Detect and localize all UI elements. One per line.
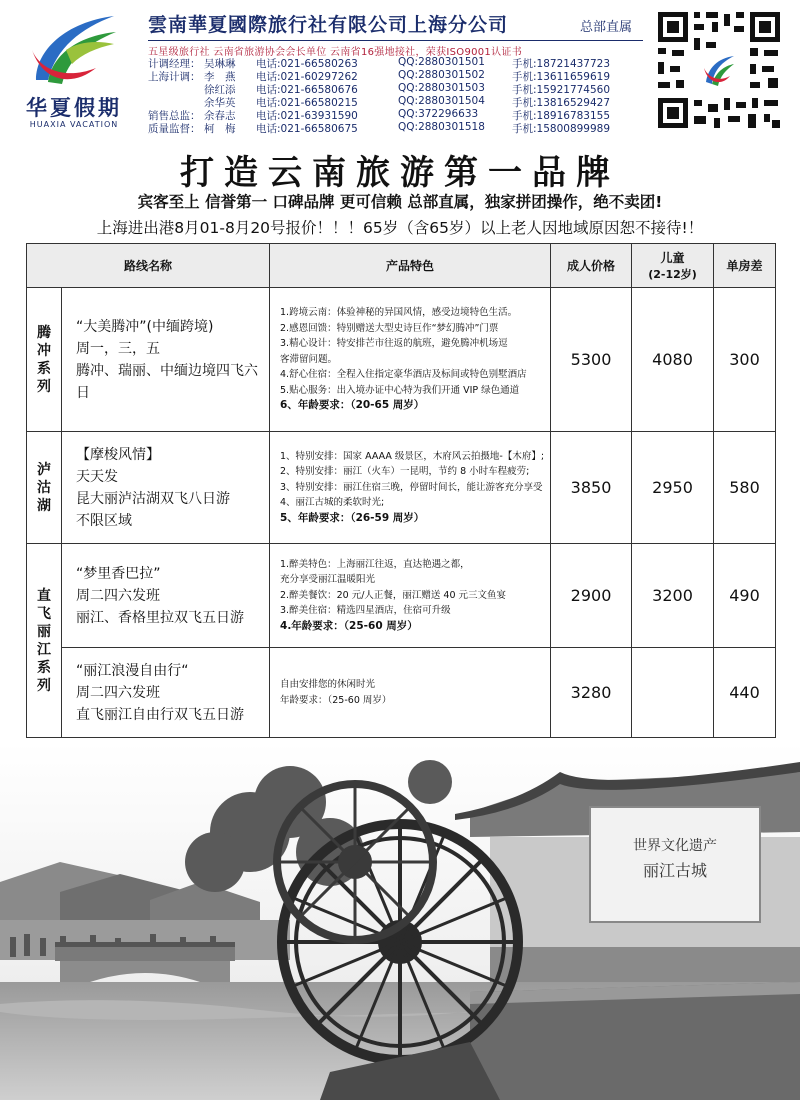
header-single-supplement: 单房差 xyxy=(714,244,776,288)
contact-name: 余春志 xyxy=(204,110,236,122)
contact-role: 销售总监： xyxy=(148,110,201,122)
contact-row xyxy=(148,95,648,108)
contact-row xyxy=(148,108,648,121)
route-name: 【摩梭风情】 天天发 昆大丽泸沽湖双飞八日游 不限区域 xyxy=(62,432,270,544)
company-title xyxy=(148,10,648,36)
header-child-age: (2-12岁) xyxy=(648,268,697,281)
adult-price: 3850 xyxy=(551,432,632,544)
table-row xyxy=(27,432,776,544)
price-table xyxy=(26,243,776,738)
contact-mobile: 手机:18721437723 xyxy=(512,58,611,70)
contact-qq: QQ:2880301518 xyxy=(398,121,485,133)
contact-phone: 电话:021-63931590 xyxy=(256,110,358,122)
header-features: 产品特色 xyxy=(270,244,551,288)
series-label: 泸沽湖 xyxy=(27,432,62,544)
adult-price: 3280 xyxy=(551,648,632,738)
adult-price: 2900 xyxy=(551,544,632,648)
logo-english-name: HUAXIA VACATION xyxy=(29,120,119,129)
contact-qq: QQ:372296633 xyxy=(398,108,479,120)
contact-phone: 电话:021-60297262 xyxy=(256,71,358,83)
header-route: 路线名称 xyxy=(27,244,270,288)
lijiang-water-wheel-photo xyxy=(0,742,800,1100)
contact-role: 上海计调： xyxy=(148,71,201,83)
contact-role: 质量监督： xyxy=(148,123,201,135)
contact-mobile: 手机:15921774560 xyxy=(512,84,611,96)
header xyxy=(0,0,800,140)
contact-row xyxy=(148,121,648,134)
product-features: 1.跨境云南：体验神秘的异国风情，感受边境特色生活。 2.感恩回馈：特别赠送大型史诗巨作“梦幻腾冲”门票 3.精心设计：特安排芒市往返的航班，避免腾冲机场逗 客滞留问题。 4.舒心住宿：全程入住指定豪华酒店及标间或特色别墅酒店 5.贴心服务：出入境办证中心特为我们开通 VIP 绿色通道 6、年龄要求：（20-65 周岁） xyxy=(270,288,551,432)
product-features: 自由安排您的休闲时光 年龄要求：（25-60 周岁） xyxy=(270,648,551,738)
company-tag: 总部直属 xyxy=(580,20,633,35)
company-name: 雲南華夏國際旅行社有限公司上海分公司 xyxy=(148,14,509,36)
sign-old-town: 丽江古城 xyxy=(642,861,708,880)
route-name: “梦里香巴拉” 周二四六发班 丽江、香格里拉双飞五日游 xyxy=(62,544,270,648)
contact-name: 吴琳琳 xyxy=(204,58,236,70)
child-price: 3200 xyxy=(632,544,714,648)
header-child-label: 儿童 xyxy=(660,251,685,265)
contact-name: 柯 梅 xyxy=(204,123,236,135)
contact-mobile: 手机:18916783155 xyxy=(512,110,611,122)
company-logo xyxy=(14,10,134,130)
contact-phone: 电话:021-66580263 xyxy=(256,58,358,70)
contact-phone: 电话:021-66580676 xyxy=(256,84,358,96)
contact-role: 计调经理： xyxy=(148,58,201,70)
single-supplement: 300 xyxy=(714,288,776,432)
route-name: “大美腾冲”(中缅跨境) 周一，三，五 腾冲、瑞丽、中缅边境四飞六日 xyxy=(62,288,270,432)
qr-code-icon[interactable] xyxy=(654,8,784,132)
contact-mobile: 手机:13816529427 xyxy=(512,97,611,109)
table-header-row xyxy=(27,244,776,288)
single-supplement: 440 xyxy=(714,648,776,738)
contact-qq: QQ:2880301502 xyxy=(398,69,485,81)
child-price xyxy=(632,648,714,738)
logo-chinese-name: 华夏假期 xyxy=(26,96,122,120)
single-supplement: 580 xyxy=(714,432,776,544)
child-price: 2950 xyxy=(632,432,714,544)
water-wheel-small xyxy=(277,784,433,940)
product-features: 1、特别安排：国家 AAAA 级景区，木府风云拍摄地-【木府】; 2、特别安排：丽江（火车）一昆明，节约 8 小时车程疲劳; 3、特别安排：丽江住宿三晚，停留时间长，能让游客充分享受 4、丽江古城的柔软时光; 5、年龄要求：（26-59 周岁） xyxy=(270,432,551,544)
adult-price: 5300 xyxy=(551,288,632,432)
series-label: 腾冲系列 xyxy=(27,288,62,432)
contact-mobile: 手机:13611659619 xyxy=(512,71,611,83)
table-row xyxy=(27,648,776,738)
contact-name: 李 燕 xyxy=(204,71,236,83)
contact-phone: 电话:021-66580215 xyxy=(256,97,358,109)
contact-name: 余华英 xyxy=(204,97,236,109)
series-label: 直飞丽江系列 xyxy=(27,544,62,738)
header-child-price xyxy=(632,244,714,288)
contact-mobile: 手机:15800899989 xyxy=(512,123,611,135)
logo-swoosh-icon xyxy=(26,10,122,90)
contact-row xyxy=(148,82,648,95)
contact-phone: 电话:021-66580675 xyxy=(256,123,358,135)
contact-qq: QQ:2880301501 xyxy=(398,56,485,68)
company-credentials: 五星级旅行社 云南省旅游协会会长单位 云南省16强地接社，荣获ISO9001认证书 xyxy=(148,40,643,58)
child-price: 4080 xyxy=(632,288,714,432)
header-adult-price: 成人价格 xyxy=(551,244,632,288)
brand-tagline: 宾客至上 信誉第一 口碑品牌 更可信赖 总部直属，独家拼团操作，绝不卖团! xyxy=(137,193,663,211)
water-wheel-large xyxy=(282,824,518,1060)
contact-name: 徐红添 xyxy=(204,84,236,96)
product-features: 1.醉美特色：上海丽江往返，直达艳遇之都， 充分享受丽江温暖阳光 2.醉美餐饮：20 元/人正餐，丽江赠送 40 元三文鱼宴 3.醉美住宿：精选四星酒店，住宿可升级 4.年龄要求：（25-60 周岁） xyxy=(270,544,551,648)
table-row xyxy=(27,288,776,432)
single-supplement: 490 xyxy=(714,544,776,648)
contact-row xyxy=(148,56,648,69)
contact-qq: QQ:2880301504 xyxy=(398,95,485,107)
page-headline: 打造云南旅游第一品牌 xyxy=(180,153,620,193)
contact-list xyxy=(148,56,648,134)
route-name: “丽江浪漫自由行“ 周二四六发班 直飞丽江自由行双飞五日游 xyxy=(62,648,270,738)
contact-qq: QQ:2880301503 xyxy=(398,82,485,94)
table-row xyxy=(27,544,776,648)
contact-row xyxy=(148,69,648,82)
price-notice: 上海进出港8月01-8月20号报价！！！65岁（含65岁）以上老人因地域原因恕不接待!！ xyxy=(96,219,704,237)
sign-heritage: 世界文化遗产 xyxy=(633,838,717,854)
